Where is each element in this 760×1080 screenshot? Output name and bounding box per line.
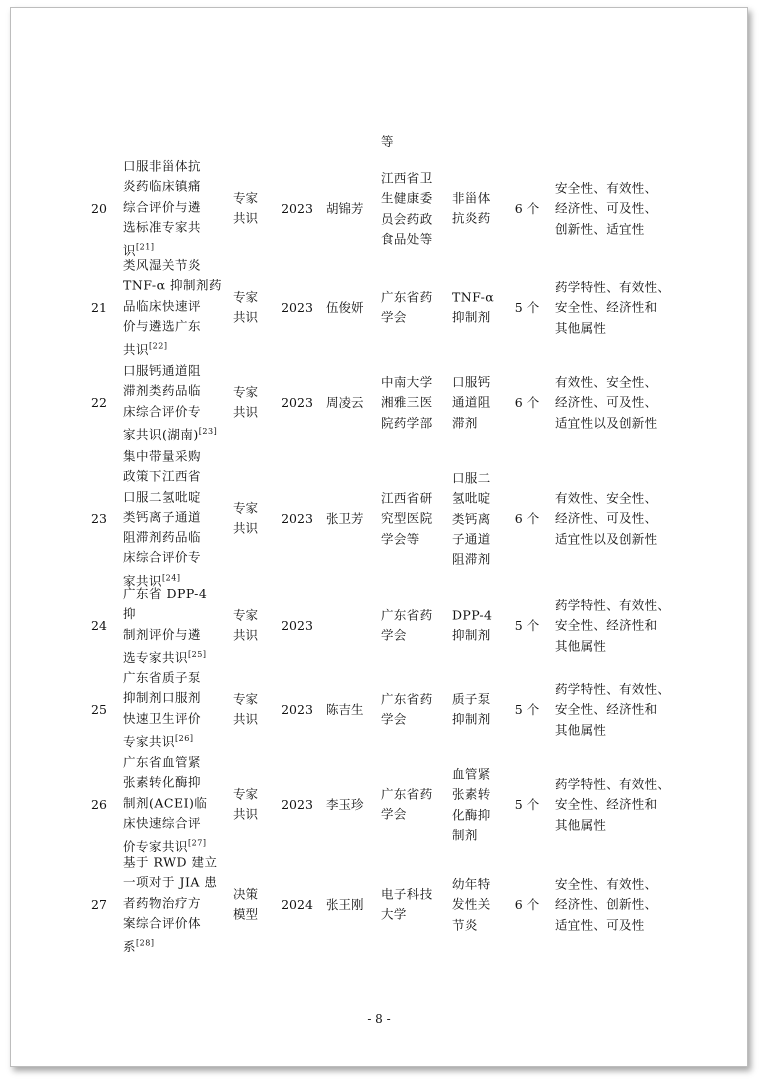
table-row <box>11 156 747 262</box>
drug-class: 血管紧 张素转 化酶抑 制剂 <box>452 766 491 843</box>
dimension-count: 5 个 <box>514 617 540 633</box>
evaluation-dimensions: 药学特性、有效性、 安全性、经济性和 其他属性 <box>555 776 671 833</box>
document-type: 专家 共识 <box>233 500 259 536</box>
drug-class: 质子泵 抑制剂 <box>452 691 491 727</box>
organization: 中南大学 湘雅三医 院药学部 <box>381 374 433 431</box>
author-name: 伍俊妍 <box>326 299 364 315</box>
consensus-title: 类风湿关节炎 TNF-α 抑制剂药 品临床快速评 价与遴选广东 共识[22] <box>123 257 223 358</box>
organization: 电子科技 大学 <box>381 886 433 922</box>
author-name: 张王刚 <box>326 896 364 912</box>
organization: 广东省药 学会 <box>381 691 433 727</box>
row-number: 22 <box>91 394 107 410</box>
organization: 江西省卫 生健康委 员会药政 食品处等 <box>381 170 433 247</box>
document-type: 专家 共识 <box>233 786 259 822</box>
row-number: 24 <box>91 617 107 633</box>
dimension-count: 5 个 <box>514 299 540 315</box>
reference-marker: [28] <box>136 938 155 948</box>
document-type: 决策 模型 <box>233 886 259 922</box>
consensus-title: 口服钙通道阻 滞剂类药品临 床综合评价专 家共识(湖南)[23] <box>123 362 218 442</box>
consensus-title: 广东省质子泵 抑制剂口服剂 快速卫生评价 专家共识[26] <box>123 669 202 749</box>
organization: 江西省研 究型医院 学会等 <box>381 490 433 547</box>
publication-year: 2023 <box>281 200 313 216</box>
row-number: 21 <box>91 299 107 315</box>
document-type: 专家 共识 <box>233 384 259 420</box>
row-number: 23 <box>91 510 107 526</box>
row-number: 20 <box>91 200 107 216</box>
dimension-count: 5 个 <box>514 796 540 812</box>
document-type: 专家 共识 <box>233 289 259 325</box>
document-type: 专家 共识 <box>233 607 259 643</box>
dimension-count: 5 个 <box>514 701 540 717</box>
reference-marker: [23] <box>198 426 218 436</box>
reference-marker: [25] <box>188 649 207 659</box>
document-page <box>10 7 748 1067</box>
organization: 广东省药 学会 <box>381 786 433 822</box>
drug-class: TNF-α 抑制剂 <box>452 289 495 325</box>
evaluation-dimensions: 药学特性、有效性、 安全性、经济性和 其他属性 <box>555 279 671 336</box>
evaluation-dimensions: 安全性、有效性、 经济性、可及性、 创新性、适宜性 <box>555 180 658 237</box>
dimension-count: 6 个 <box>514 394 540 410</box>
row-number: 27 <box>91 896 107 912</box>
consensus-title: 基于 RWD 建立 一项对于 JIA 患 者药物治疗方 案综合评价体 系[28] <box>123 854 218 955</box>
publication-year: 2023 <box>281 299 313 315</box>
drug-class: DPP-4 抑制剂 <box>452 607 493 643</box>
publication-year: 2023 <box>281 510 313 526</box>
reference-marker: [27] <box>188 838 207 848</box>
reference-marker: [24] <box>162 573 181 583</box>
evaluation-dimensions: 安全性、有效性、 经济性、创新性、 适宜性、可及性 <box>555 876 658 933</box>
consensus-title: 广东省血管紧 张素转化酶抑 制剂(ACEI)临 床快速综合评 价专家共识[27] <box>123 754 208 855</box>
reference-marker: [21] <box>136 242 155 252</box>
table-row <box>11 756 747 854</box>
drug-class: 口服二 氢吡啶 类钙离 子通道 阻滞剂 <box>452 470 491 567</box>
table-row <box>11 257 747 358</box>
author-name: 陈吉生 <box>326 701 364 717</box>
table-row <box>11 668 747 752</box>
consensus-title: 广东省 DPP-4 抑 制剂评价与遴 选专家共识[25] <box>123 585 208 665</box>
publication-year: 2023 <box>281 394 313 410</box>
drug-class: 口服钙 通道阻 滞剂 <box>452 374 491 431</box>
dimension-count: 6 个 <box>514 896 540 912</box>
continued-org-text: 等 <box>381 134 394 149</box>
document-type: 专家 共识 <box>233 190 259 226</box>
organization: 广东省药 学会 <box>381 289 433 325</box>
page-number: - 8 - <box>367 1012 391 1026</box>
dimension-count: 6 个 <box>514 510 540 526</box>
table-row <box>11 850 747 960</box>
publication-year: 2023 <box>281 617 313 633</box>
consensus-title: 口服非甾体抗 炎药临床镇痛 综合评价与遴 选标准专家共 识[21] <box>123 158 202 259</box>
author-name: 胡锦芳 <box>326 200 364 216</box>
evaluation-dimensions: 有效性、安全性、 经济性、可及性、 适宜性以及创新性 <box>555 490 658 547</box>
publication-year: 2023 <box>281 796 313 812</box>
author-name: 李玉珍 <box>326 796 364 812</box>
evaluation-dimensions: 有效性、安全性、 经济性、可及性、 适宜性以及创新性 <box>555 374 658 431</box>
table-row <box>11 585 747 665</box>
reference-marker: [22] <box>149 341 168 351</box>
author-name: 张卫芳 <box>326 510 364 526</box>
drug-class: 非甾体 抗炎药 <box>452 190 491 226</box>
table-row <box>11 448 747 589</box>
table-row <box>11 356 747 450</box>
reference-marker: [26] <box>175 733 194 743</box>
publication-year: 2024 <box>281 896 313 912</box>
publication-year: 2023 <box>281 701 313 717</box>
evaluation-dimensions: 药学特性、有效性、 安全性、经济性和 其他属性 <box>555 681 671 738</box>
evaluation-dimensions: 药学特性、有效性、 安全性、经济性和 其他属性 <box>555 597 671 654</box>
author-name: 周凌云 <box>326 394 364 410</box>
row-number: 26 <box>91 796 107 812</box>
row-number: 25 <box>91 701 107 717</box>
drug-class: 幼年特 发性关 节炎 <box>452 876 491 933</box>
consensus-title: 集中带量采购 政策下江西省 口服二氢吡啶 类钙离子通道 阻滞剂药品临 床综合评价专 家共识[24] <box>123 448 202 589</box>
dimension-count: 6 个 <box>514 200 540 216</box>
organization: 广东省药 学会 <box>381 607 433 643</box>
document-type: 专家 共识 <box>233 691 259 727</box>
